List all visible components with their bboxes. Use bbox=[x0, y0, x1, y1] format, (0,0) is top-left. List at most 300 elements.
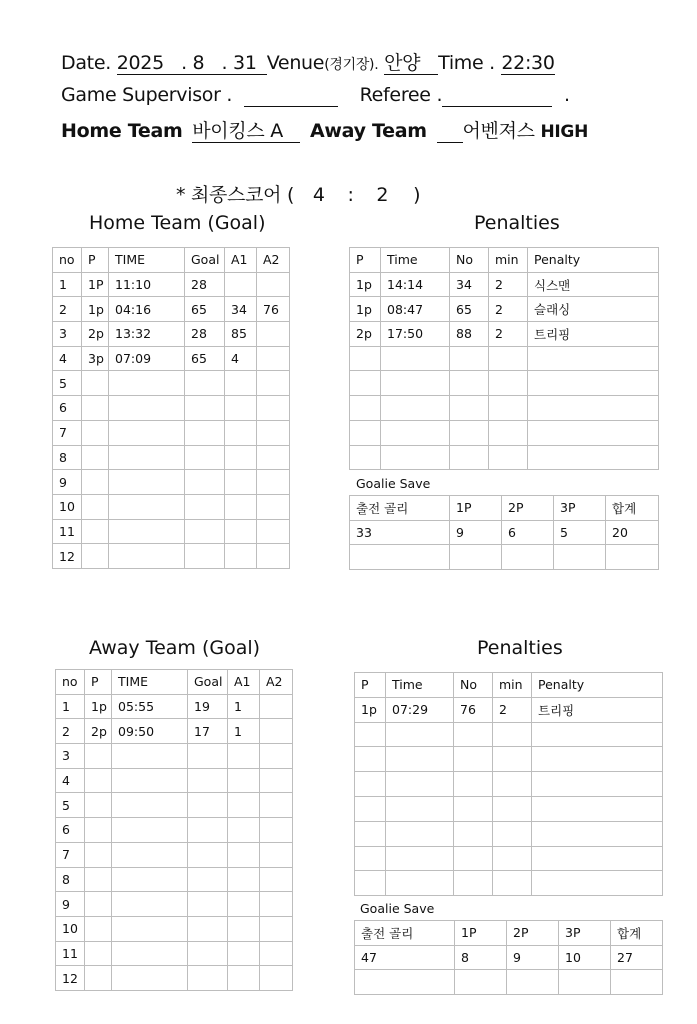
table-cell[interactable]: 1P bbox=[82, 272, 109, 297]
table-cell[interactable] bbox=[260, 793, 293, 818]
table-cell[interactable] bbox=[450, 545, 502, 570]
table-cell[interactable] bbox=[559, 970, 611, 995]
table-cell[interactable]: 85 bbox=[225, 322, 257, 347]
table-cell[interactable] bbox=[528, 371, 659, 396]
table-cell[interactable] bbox=[257, 322, 290, 347]
table-cell[interactable]: 2 bbox=[493, 697, 532, 722]
table-cell[interactable] bbox=[532, 846, 663, 871]
table-cell[interactable]: 11 bbox=[56, 941, 85, 966]
table-cell[interactable] bbox=[489, 346, 528, 371]
away-goalie-title: Goalie Save bbox=[360, 901, 435, 916]
table-cell[interactable] bbox=[489, 420, 528, 445]
table-cell[interactable]: 08:47 bbox=[381, 297, 450, 322]
home-goal-table bbox=[52, 247, 290, 569]
table-cell[interactable] bbox=[188, 744, 228, 769]
column-header: Penalty bbox=[532, 673, 663, 698]
table-cell[interactable] bbox=[225, 544, 257, 569]
table-cell[interactable]: 트리핑 bbox=[528, 322, 659, 347]
column-header: A2 bbox=[257, 248, 290, 273]
table-cell[interactable] bbox=[260, 892, 293, 917]
final-score-away: 2 bbox=[376, 184, 389, 206]
table-cell[interactable] bbox=[185, 445, 225, 470]
table-cell[interactable] bbox=[450, 346, 489, 371]
table-cell[interactable] bbox=[355, 821, 386, 846]
penalty-row bbox=[350, 322, 659, 347]
table-cell[interactable]: 5 bbox=[56, 793, 85, 818]
table-cell[interactable] bbox=[188, 867, 228, 892]
final-score bbox=[176, 180, 420, 207]
table-cell[interactable]: 9 bbox=[53, 470, 82, 495]
table-cell[interactable]: 3p bbox=[82, 346, 109, 371]
table-cell[interactable] bbox=[228, 941, 260, 966]
table-cell[interactable] bbox=[228, 892, 260, 917]
away-penalty-table bbox=[354, 672, 663, 896]
table-cell[interactable] bbox=[112, 867, 188, 892]
table-cell[interactable] bbox=[355, 747, 386, 772]
column-header: 출전 골리 bbox=[350, 496, 450, 521]
table-cell[interactable]: 2p bbox=[350, 322, 381, 347]
table-cell[interactable]: 27 bbox=[611, 945, 663, 970]
header-row bbox=[355, 921, 663, 946]
table-cell[interactable]: 65 bbox=[450, 297, 489, 322]
table-cell[interactable]: 07:29 bbox=[386, 697, 454, 722]
table-cell[interactable] bbox=[257, 544, 290, 569]
penalty-row bbox=[355, 846, 663, 871]
table-cell[interactable] bbox=[554, 545, 606, 570]
table-cell[interactable] bbox=[381, 346, 450, 371]
table-cell[interactable]: 2p bbox=[82, 322, 109, 347]
table-cell[interactable]: 6 bbox=[53, 396, 82, 421]
home-team-label: Home Team bbox=[61, 120, 183, 142]
table-cell[interactable] bbox=[257, 420, 290, 445]
table-cell[interactable] bbox=[228, 966, 260, 991]
goal-row bbox=[53, 322, 290, 347]
table-cell[interactable] bbox=[185, 396, 225, 421]
venue-field[interactable] bbox=[384, 52, 438, 75]
header-row bbox=[53, 248, 290, 273]
table-cell[interactable]: 2 bbox=[489, 297, 528, 322]
table-cell[interactable] bbox=[260, 694, 293, 719]
table-cell[interactable]: 33 bbox=[350, 520, 450, 545]
table-cell[interactable] bbox=[257, 346, 290, 371]
table-cell[interactable] bbox=[489, 396, 528, 421]
table-cell[interactable] bbox=[454, 871, 493, 896]
table-cell[interactable] bbox=[228, 768, 260, 793]
goal-row bbox=[53, 297, 290, 322]
table-cell[interactable] bbox=[82, 470, 109, 495]
table-cell[interactable] bbox=[185, 470, 225, 495]
table-cell[interactable] bbox=[493, 846, 532, 871]
table-cell[interactable] bbox=[350, 420, 381, 445]
table-cell[interactable]: 17 bbox=[188, 719, 228, 744]
table-cell[interactable]: 5 bbox=[554, 520, 606, 545]
table-cell[interactable]: 17:50 bbox=[381, 322, 450, 347]
table-cell[interactable] bbox=[225, 420, 257, 445]
goal-row bbox=[56, 744, 293, 769]
table-cell[interactable] bbox=[109, 470, 185, 495]
table-cell[interactable] bbox=[355, 772, 386, 797]
table-cell[interactable]: 2 bbox=[56, 719, 85, 744]
table-cell[interactable] bbox=[381, 396, 450, 421]
table-cell[interactable]: 1p bbox=[355, 697, 386, 722]
table-cell[interactable] bbox=[188, 966, 228, 991]
table-cell[interactable] bbox=[260, 966, 293, 991]
table-cell[interactable]: 88 bbox=[450, 322, 489, 347]
table-cell[interactable]: 1 bbox=[228, 694, 260, 719]
goal-row bbox=[53, 371, 290, 396]
table-cell[interactable] bbox=[386, 871, 454, 896]
table-cell[interactable] bbox=[228, 842, 260, 867]
table-cell[interactable] bbox=[493, 796, 532, 821]
time-value: 22:30 bbox=[501, 52, 555, 74]
away-team-field[interactable] bbox=[437, 120, 463, 143]
table-cell[interactable] bbox=[611, 970, 663, 995]
table-cell[interactable] bbox=[532, 821, 663, 846]
table-cell[interactable] bbox=[528, 420, 659, 445]
penalty-row bbox=[355, 697, 663, 722]
table-cell[interactable] bbox=[82, 420, 109, 445]
table-cell[interactable] bbox=[188, 941, 228, 966]
goal-row bbox=[56, 694, 293, 719]
table-cell[interactable] bbox=[493, 821, 532, 846]
table-cell[interactable]: 7 bbox=[56, 842, 85, 867]
table-cell[interactable] bbox=[109, 519, 185, 544]
table-cell[interactable] bbox=[225, 470, 257, 495]
table-cell[interactable] bbox=[450, 371, 489, 396]
table-cell[interactable] bbox=[185, 519, 225, 544]
table-cell[interactable] bbox=[450, 420, 489, 445]
table-cell[interactable]: 1 bbox=[228, 719, 260, 744]
final-score-home: 4 bbox=[312, 184, 325, 206]
table-cell[interactable] bbox=[85, 793, 112, 818]
date-field[interactable] bbox=[117, 52, 267, 75]
column-header: A2 bbox=[260, 670, 293, 695]
table-cell[interactable]: 47 bbox=[355, 945, 455, 970]
table-cell[interactable] bbox=[381, 371, 450, 396]
column-header: P bbox=[82, 248, 109, 273]
table-cell[interactable] bbox=[528, 396, 659, 421]
table-cell[interactable]: 4 bbox=[53, 346, 82, 371]
table-cell[interactable] bbox=[381, 445, 450, 470]
table-cell[interactable] bbox=[260, 867, 293, 892]
table-cell[interactable] bbox=[185, 420, 225, 445]
table-cell[interactable]: 76 bbox=[257, 297, 290, 322]
goal-row bbox=[56, 916, 293, 941]
table-cell[interactable]: 05:55 bbox=[112, 694, 188, 719]
table-cell[interactable] bbox=[350, 346, 381, 371]
table-cell[interactable] bbox=[493, 871, 532, 896]
table-cell[interactable] bbox=[454, 747, 493, 772]
table-cell[interactable]: 1 bbox=[56, 694, 85, 719]
table-cell[interactable] bbox=[355, 722, 386, 747]
home-penalties-title: Penalties bbox=[474, 212, 560, 234]
table-cell[interactable] bbox=[228, 867, 260, 892]
goal-row bbox=[56, 842, 293, 867]
home-team-value: 바이킹스 A bbox=[192, 120, 283, 142]
table-cell[interactable] bbox=[82, 371, 109, 396]
table-cell[interactable] bbox=[109, 544, 185, 569]
table-cell[interactable] bbox=[109, 445, 185, 470]
final-score-close: ) bbox=[413, 184, 421, 206]
table-cell[interactable] bbox=[112, 892, 188, 917]
table-cell[interactable] bbox=[493, 722, 532, 747]
goal-row bbox=[53, 519, 290, 544]
table-cell[interactable]: 4 bbox=[225, 346, 257, 371]
table-cell[interactable] bbox=[85, 867, 112, 892]
table-cell[interactable] bbox=[350, 545, 450, 570]
column-header: Time bbox=[386, 673, 454, 698]
table-cell[interactable] bbox=[112, 941, 188, 966]
table-cell[interactable] bbox=[225, 272, 257, 297]
table-cell[interactable] bbox=[85, 768, 112, 793]
table-cell[interactable] bbox=[528, 445, 659, 470]
table-cell[interactable] bbox=[188, 793, 228, 818]
penalty-row bbox=[350, 396, 659, 421]
table-cell[interactable] bbox=[85, 892, 112, 917]
supervisor-field[interactable] bbox=[244, 84, 338, 107]
table-cell[interactable] bbox=[109, 371, 185, 396]
table-cell[interactable] bbox=[386, 846, 454, 871]
table-cell[interactable] bbox=[257, 371, 290, 396]
table-cell[interactable] bbox=[188, 842, 228, 867]
table-cell[interactable] bbox=[257, 494, 290, 519]
table-cell[interactable] bbox=[454, 796, 493, 821]
table-cell[interactable] bbox=[82, 544, 109, 569]
table-cell[interactable] bbox=[185, 371, 225, 396]
table-cell[interactable] bbox=[260, 842, 293, 867]
table-cell[interactable]: 1p bbox=[82, 297, 109, 322]
table-cell[interactable] bbox=[82, 396, 109, 421]
table-cell[interactable] bbox=[355, 970, 455, 995]
table-cell[interactable] bbox=[85, 744, 112, 769]
column-header: P bbox=[355, 673, 386, 698]
table-cell[interactable] bbox=[355, 871, 386, 896]
table-cell[interactable] bbox=[489, 445, 528, 470]
table-cell[interactable]: 7 bbox=[53, 420, 82, 445]
table-cell[interactable] bbox=[112, 842, 188, 867]
table-cell[interactable] bbox=[450, 396, 489, 421]
goal-row bbox=[53, 470, 290, 495]
table-cell[interactable] bbox=[225, 396, 257, 421]
table-cell[interactable]: 1p bbox=[85, 694, 112, 719]
table-cell[interactable] bbox=[450, 445, 489, 470]
table-cell[interactable]: 65 bbox=[185, 297, 225, 322]
table-cell[interactable] bbox=[532, 747, 663, 772]
away-team-value: 어벤져스 bbox=[462, 120, 535, 142]
table-cell[interactable]: 07:09 bbox=[109, 346, 185, 371]
table-cell[interactable]: 2 bbox=[53, 297, 82, 322]
table-cell[interactable]: 4 bbox=[56, 768, 85, 793]
table-cell[interactable] bbox=[455, 970, 507, 995]
table-cell[interactable] bbox=[532, 796, 663, 821]
table-cell[interactable] bbox=[355, 796, 386, 821]
table-cell[interactable] bbox=[112, 793, 188, 818]
table-cell[interactable] bbox=[112, 916, 188, 941]
table-cell[interactable]: 8 bbox=[455, 945, 507, 970]
table-cell[interactable] bbox=[228, 744, 260, 769]
table-cell[interactable] bbox=[185, 544, 225, 569]
table-cell[interactable]: 1p bbox=[350, 272, 381, 297]
table-cell[interactable]: 28 bbox=[185, 272, 225, 297]
table-cell[interactable]: 11:10 bbox=[109, 272, 185, 297]
time-field[interactable] bbox=[501, 52, 555, 75]
table-cell[interactable]: 9 bbox=[450, 520, 502, 545]
table-cell[interactable] bbox=[532, 772, 663, 797]
table-cell[interactable] bbox=[386, 747, 454, 772]
table-cell[interactable] bbox=[257, 396, 290, 421]
table-cell[interactable] bbox=[381, 420, 450, 445]
table-cell[interactable]: 1p bbox=[350, 297, 381, 322]
table-cell[interactable]: 9 bbox=[56, 892, 85, 917]
table-cell[interactable] bbox=[260, 818, 293, 843]
table-cell[interactable]: 8 bbox=[56, 867, 85, 892]
header-row bbox=[56, 670, 293, 695]
table-cell[interactable] bbox=[260, 744, 293, 769]
table-cell[interactable] bbox=[109, 420, 185, 445]
table-cell[interactable] bbox=[225, 494, 257, 519]
table-cell[interactable]: 09:50 bbox=[112, 719, 188, 744]
column-header: 3P bbox=[559, 921, 611, 946]
table-cell[interactable] bbox=[454, 846, 493, 871]
table-cell[interactable]: 76 bbox=[454, 697, 493, 722]
table-cell[interactable]: 13:32 bbox=[109, 322, 185, 347]
table-cell[interactable] bbox=[225, 371, 257, 396]
table-cell[interactable]: 04:16 bbox=[109, 297, 185, 322]
table-cell[interactable] bbox=[85, 842, 112, 867]
table-cell[interactable] bbox=[532, 722, 663, 747]
table-cell[interactable] bbox=[489, 371, 528, 396]
table-cell[interactable]: 2 bbox=[489, 272, 528, 297]
table-cell[interactable] bbox=[82, 494, 109, 519]
table-cell[interactable] bbox=[188, 768, 228, 793]
referee-field[interactable] bbox=[442, 84, 552, 107]
table-cell[interactable] bbox=[185, 494, 225, 519]
table-cell[interactable]: 6 bbox=[502, 520, 554, 545]
table-cell[interactable]: 14:14 bbox=[381, 272, 450, 297]
teams-line bbox=[61, 116, 588, 143]
table-cell[interactable]: 슬래싱 bbox=[528, 297, 659, 322]
table-cell[interactable] bbox=[112, 768, 188, 793]
table-cell[interactable] bbox=[228, 818, 260, 843]
table-cell[interactable]: 트리핑 bbox=[532, 697, 663, 722]
table-cell[interactable] bbox=[112, 744, 188, 769]
table-cell[interactable] bbox=[225, 445, 257, 470]
table-cell[interactable]: 2 bbox=[489, 322, 528, 347]
table-cell[interactable]: 식스맨 bbox=[528, 272, 659, 297]
table-cell[interactable]: 3 bbox=[56, 744, 85, 769]
table-cell[interactable] bbox=[454, 821, 493, 846]
table-cell[interactable]: 5 bbox=[53, 371, 82, 396]
table-cell[interactable] bbox=[532, 871, 663, 896]
table-cell[interactable]: 65 bbox=[185, 346, 225, 371]
table-cell[interactable] bbox=[502, 545, 554, 570]
penalty-row bbox=[350, 272, 659, 297]
table-cell[interactable] bbox=[493, 772, 532, 797]
table-cell[interactable] bbox=[528, 346, 659, 371]
table-cell[interactable] bbox=[350, 396, 381, 421]
table-cell[interactable] bbox=[606, 545, 659, 570]
table-cell[interactable] bbox=[257, 519, 290, 544]
home-goalie-title: Goalie Save bbox=[356, 476, 431, 491]
table-cell[interactable]: 10 bbox=[53, 494, 82, 519]
table-cell[interactable]: 10 bbox=[559, 945, 611, 970]
table-cell[interactable] bbox=[454, 722, 493, 747]
table-cell[interactable] bbox=[260, 941, 293, 966]
table-cell[interactable]: 8 bbox=[53, 445, 82, 470]
goal-row bbox=[56, 892, 293, 917]
goal-row bbox=[56, 941, 293, 966]
table-cell[interactable] bbox=[350, 371, 381, 396]
table-cell[interactable] bbox=[260, 719, 293, 744]
table-cell[interactable] bbox=[260, 768, 293, 793]
column-header: 합계 bbox=[611, 921, 663, 946]
table-cell[interactable] bbox=[228, 916, 260, 941]
table-cell[interactable] bbox=[188, 892, 228, 917]
table-cell[interactable] bbox=[257, 272, 290, 297]
table-cell[interactable]: 12 bbox=[56, 966, 85, 991]
table-cell[interactable] bbox=[82, 519, 109, 544]
table-cell[interactable] bbox=[386, 722, 454, 747]
table-cell[interactable] bbox=[85, 966, 112, 991]
penalty-row bbox=[350, 371, 659, 396]
table-cell[interactable] bbox=[112, 966, 188, 991]
table-cell[interactable] bbox=[85, 916, 112, 941]
table-cell[interactable] bbox=[188, 818, 228, 843]
goal-row bbox=[56, 818, 293, 843]
table-cell[interactable]: 12 bbox=[53, 544, 82, 569]
column-header: A1 bbox=[225, 248, 257, 273]
referee-trailing: . bbox=[563, 84, 570, 106]
penalty-row bbox=[350, 346, 659, 371]
table-cell[interactable]: 10 bbox=[56, 916, 85, 941]
table-cell[interactable] bbox=[493, 747, 532, 772]
table-cell[interactable]: 3 bbox=[53, 322, 82, 347]
table-cell[interactable] bbox=[350, 445, 381, 470]
table-cell[interactable]: 11 bbox=[53, 519, 82, 544]
table-cell[interactable] bbox=[257, 445, 290, 470]
table-cell[interactable] bbox=[82, 445, 109, 470]
table-cell[interactable] bbox=[109, 494, 185, 519]
table-cell[interactable] bbox=[386, 821, 454, 846]
table-cell[interactable] bbox=[386, 796, 454, 821]
table-cell[interactable] bbox=[355, 846, 386, 871]
referee-label: Referee . bbox=[359, 84, 443, 106]
table-cell[interactable]: 28 bbox=[185, 322, 225, 347]
table-cell[interactable] bbox=[188, 916, 228, 941]
table-cell[interactable] bbox=[454, 772, 493, 797]
table-cell[interactable] bbox=[225, 519, 257, 544]
table-cell[interactable] bbox=[85, 818, 112, 843]
table-cell[interactable] bbox=[257, 470, 290, 495]
table-cell[interactable] bbox=[507, 970, 559, 995]
table-cell[interactable]: 34 bbox=[450, 272, 489, 297]
table-cell[interactable]: 2p bbox=[85, 719, 112, 744]
table-cell[interactable] bbox=[112, 818, 188, 843]
table-cell[interactable]: 19 bbox=[188, 694, 228, 719]
home-team-field[interactable] bbox=[192, 120, 300, 143]
table-cell[interactable] bbox=[109, 396, 185, 421]
table-cell[interactable] bbox=[386, 772, 454, 797]
column-header: min bbox=[493, 673, 532, 698]
table-cell[interactable]: 6 bbox=[56, 818, 85, 843]
table-cell[interactable] bbox=[228, 793, 260, 818]
table-cell[interactable]: 1 bbox=[53, 272, 82, 297]
table-cell[interactable]: 20 bbox=[606, 520, 659, 545]
table-cell[interactable] bbox=[85, 941, 112, 966]
table-cell[interactable]: 34 bbox=[225, 297, 257, 322]
table-cell[interactable] bbox=[260, 916, 293, 941]
table-cell[interactable]: 9 bbox=[507, 945, 559, 970]
